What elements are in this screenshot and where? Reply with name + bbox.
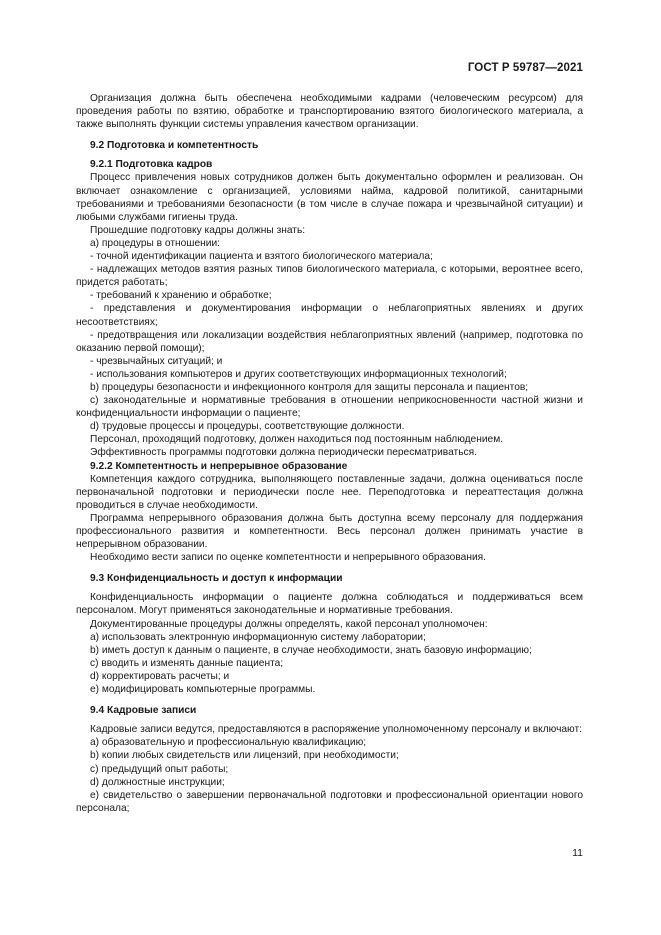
list-item: b) копии любых свидетельств или лицензий, при необходимости; [90, 750, 399, 762]
list-item: - чрезвычайных ситуаций; и [90, 355, 223, 367]
list-item: d) должностные инструкции; [90, 776, 225, 788]
list-item: a) использовать электронную информационную систему лаборатории; [90, 631, 426, 643]
list-item: e) свидетельство о завершении первоначальной подготовки и профессиональной ориентации нового персонала; [76, 789, 583, 814]
paragraph: Прошедшие подготовку кадры должны знать: [90, 224, 306, 236]
page-number: 11 [572, 847, 583, 859]
list-item: c) вводить и изменять данные пациента; [90, 657, 284, 669]
list-item: d) трудовые процессы и процедуры, соответствующие должности. [90, 421, 405, 433]
paragraph: Программа непрерывного образования должна быть доступна всему персоналу для поддержания профессионального развития и компетентности. Весь персонал должен принимать участие в непрерывном образовании. [76, 512, 583, 551]
list-item: d) корректировать расчеты; и [90, 670, 230, 682]
list-item: a) образовательную и профессиональную квалификацию; [90, 737, 367, 749]
paragraph: Необходимо вести записи по оценке компетентности и непрерывного образования. [90, 552, 486, 564]
paragraph: Персонал, проходящий подготовку, должен находиться под постоянным наблюдением. [90, 434, 504, 446]
paragraph: Документированные процедуры должны определять, какой персонал уполномочен: [90, 618, 488, 630]
list-item: - предотвращения или локализации воздействия неблагоприятных явлений (например, подготовка по оказанию первой помощи); [76, 329, 583, 354]
list-item: c) законодательные и нормативные требования в отношении неприкосновенности частной жизни и конфиденциальности информации о пациенте; [76, 395, 583, 420]
list-item: - представления и документирования информации о неблагоприятных явлениях и других несоответствиях; [76, 303, 583, 328]
paragraph: Процесс привлечения новых сотрудников должен быть документально оформлен и реализован. Он включает ознакомление с организацией, условиями найма, кадровой политикой, санитарными требованиями и требованиями безопасности (в том числе в случае пожара и чрезвычайной ситуации) и любыми службами гигиены труда. [76, 172, 583, 223]
list-item: e) модифицировать компьютерные программы. [90, 684, 316, 696]
list-item: b) процедуры безопасности и инфекционного контроля для защиты персонала и пациентов; [90, 381, 529, 393]
list-item: - точной идентификации пациента и взятого биологического материала; [90, 251, 433, 263]
list-item: - требований к хранению и обработке; [90, 290, 272, 302]
section-9-2-1-title: 9.2.1 Подготовка кадров [90, 159, 213, 171]
paragraph: Кадровые записи ведутся, предоставляются в распоряжение уполномоченному персоналу и включают: [90, 724, 582, 736]
document-body [76, 92, 583, 815]
list-item: b) иметь доступ к данным о пациенте, в случае необходимости, знать базовую информацию; [90, 644, 532, 656]
section-9-2-2-title: 9.2.2 Компетентность и непрерывное образование [90, 460, 348, 472]
section-9-4-title: 9.4 Кадровые записи [90, 705, 197, 717]
paragraph: Компетенция каждого сотрудника, выполняющего поставленные задачи, должна оцениваться после первоначальной подготовки и периодически после нее. Переподготовка и переаттестация должна проводиться в случае необходимости. [76, 473, 583, 511]
section-9-2-title: 9.2 Подготовка и компетентность [90, 140, 259, 152]
list-item: - надлежащих методов взятия разных типов биологического материала, с которыми, вероятнее всего, придется работать; [76, 264, 583, 289]
paragraph: Конфиденциальность информации о пациенте должна соблюдаться и поддерживаться всем персоналом. Могут применяться законодательные и нормативные требования. [76, 592, 583, 617]
paragraph: Эффективность программы подготовки должна периодически пересматриваться. [90, 447, 477, 459]
document-header: ГОСТ Р 59787—2021 [467, 62, 583, 74]
list-item: c) предыдущий опыт работы; [90, 763, 229, 775]
list-item: a) процедуры в отношении: [90, 237, 220, 249]
section-9-3-title: 9.3 Конфиденциальность и доступ к информации [90, 573, 343, 585]
list-item: - использования компьютеров и других соответствующих информационных технологий; [90, 368, 507, 380]
intro-paragraph: Организация должна быть обеспечена необходимыми кадрами (человеческим ресурсом) для проведения работы по взятию, обработке и транспортированию взятого биологического материала, а также выполнять функции системы управления качеством организации. [76, 93, 583, 131]
